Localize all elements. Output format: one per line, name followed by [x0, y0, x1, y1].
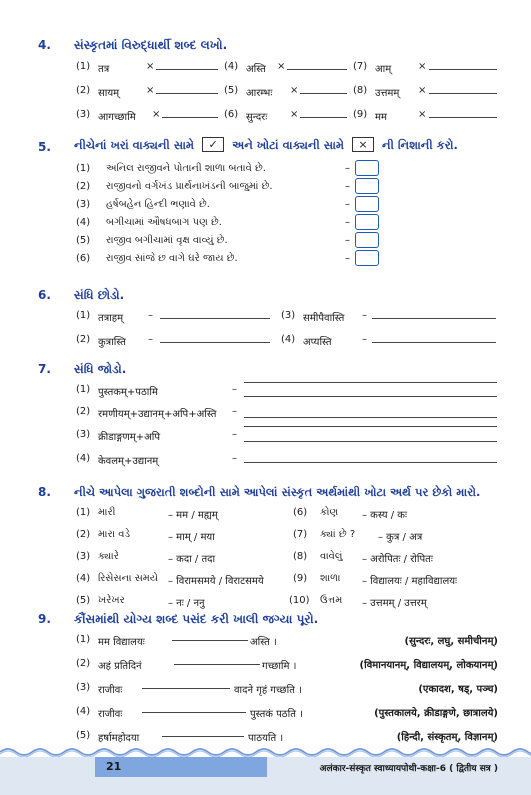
sentence-start: मम विद्यालयः — [98, 637, 145, 648]
question-number: 6. — [38, 288, 51, 302]
answer-line[interactable] — [162, 117, 218, 118]
item-number: (10) — [289, 595, 310, 606]
sanskrit-options[interactable]: – कुत्र / अत्र — [378, 532, 423, 543]
question-number: 5. — [38, 140, 51, 154]
item-number: (2) — [76, 658, 91, 669]
question-title: કૌંસમાંથી યોગ્ય શબ્દ પસંદ કરી ખાલી જગ્યા પૂરો. — [74, 612, 319, 626]
sanskrit-options[interactable]: – मम / मह्यम् — [168, 510, 218, 521]
answer-line[interactable] — [156, 93, 218, 94]
dash: – — [148, 310, 153, 321]
gujarati-word: મારા વડે — [98, 529, 131, 540]
item-number: (2) — [76, 406, 91, 417]
blank-line[interactable] — [174, 664, 260, 665]
statement-number: (2) — [76, 181, 91, 192]
statement-number: (4) — [76, 217, 91, 228]
answer-checkbox[interactable] — [355, 250, 379, 266]
item-word: आरम्भः — [246, 88, 273, 99]
item-number: (2) — [76, 529, 91, 540]
answer-line[interactable] — [287, 69, 347, 70]
sanskrit-options[interactable]: – विद्यालयः / महाविद्यालयः — [362, 576, 458, 587]
answer-checkbox[interactable] — [355, 178, 379, 194]
question-title-part-1: નીચેનાં ખરાં વાક્યની સામે — [74, 138, 195, 152]
item-word: तत्र — [98, 64, 110, 75]
gujarati-word: રિસેસના સમયે — [98, 573, 159, 584]
sentence-start: हर्षामहोदया — [98, 733, 140, 744]
gujarati-word: ખરેખર — [98, 595, 125, 606]
blank-line[interactable] — [172, 640, 248, 641]
gujarati-word: કોણ — [320, 507, 339, 518]
sentence-end: पुस्तकं पठति । — [250, 709, 303, 720]
item-word: केवलम्+उद्यानम् — [98, 456, 159, 467]
item-number: (6) — [224, 109, 239, 120]
answer-checkbox[interactable] — [355, 196, 379, 212]
item-number: (4) — [76, 453, 91, 464]
sentence-start: राजीवः — [98, 709, 123, 720]
answer-line[interactable] — [300, 117, 347, 118]
item-word: उत्तमम् — [375, 88, 400, 99]
dash: – — [232, 429, 237, 440]
answer-line[interactable] — [244, 462, 497, 463]
item-number: (1) — [76, 384, 91, 395]
blank-line[interactable] — [142, 688, 230, 689]
cross-mark: × — [418, 61, 427, 72]
answer-line[interactable] — [300, 93, 347, 94]
answer-line[interactable] — [244, 396, 497, 397]
answer-line[interactable] — [429, 93, 497, 94]
word-options: (पुस्तकालये, क्रीडाङ्गणे, छात्रालये) — [374, 708, 498, 719]
blank-line[interactable] — [142, 712, 246, 713]
item-number: (4) — [76, 573, 91, 584]
statement-text: બગીચામાં ઔષધબાગ પણ છે. — [106, 217, 222, 228]
item-number: (3) — [76, 109, 91, 120]
statement-number: (6) — [76, 253, 91, 264]
item-word: कुत्रास्ति — [98, 337, 126, 348]
item-number: (5) — [76, 730, 91, 741]
item-number: (1) — [76, 61, 91, 72]
cross-mark: × — [290, 109, 299, 120]
item-number: (4) — [224, 61, 239, 72]
dash: – — [148, 334, 153, 345]
item-number: (8) — [293, 551, 308, 562]
question-title: સંધિ જોડો. — [74, 362, 127, 376]
sentence-end: वादने गृहं गच्छति । — [234, 685, 302, 696]
gujarati-word: વાવેલું — [320, 551, 343, 562]
question-number: 9. — [38, 612, 51, 626]
gujarati-word: ક્યાં છે ? — [320, 529, 356, 540]
sentence-end: अस्ति । — [250, 637, 277, 648]
statement-number: (1) — [76, 163, 91, 174]
dash: – — [345, 181, 350, 192]
word-options: (विमानयानम्, विद्यालयम्, लोकयानम्) — [359, 660, 498, 671]
dash: – — [345, 235, 350, 246]
statement-text: રાજીવનો વર્ગખંડ પ્રાર્થનાખંડની બાજુમાં છે. — [106, 181, 273, 192]
statement-text: હર્ષબહેન હિન્દી ભણાવે છે. — [106, 199, 210, 210]
item-number: (3) — [281, 310, 296, 321]
answer-line[interactable] — [244, 417, 497, 418]
cross-mark: × — [418, 109, 427, 120]
dash: – — [232, 453, 237, 464]
statement-number: (3) — [76, 199, 91, 210]
question-title: સંસ્કૃતમાં વિરુદ્ધાર્થી શબ્દ લખો. — [74, 38, 228, 52]
cross-mark: × — [418, 85, 427, 96]
dash: – — [362, 310, 367, 321]
answer-checkbox[interactable] — [355, 232, 379, 248]
item-word: अप्यस्ति — [303, 337, 332, 348]
sentence-start: अहं प्रतिदिनं — [98, 661, 142, 672]
question-title-part-3: ની નિશાની કરો. — [382, 138, 458, 152]
item-number: (9) — [353, 109, 368, 120]
item-number: (3) — [76, 551, 91, 562]
item-number: (4) — [281, 334, 296, 345]
sentence-end: पाठयति । — [248, 733, 284, 744]
item-word: सुन्दरः — [246, 112, 268, 123]
item-number: (4) — [76, 706, 91, 717]
item-word: तत्राहम् — [98, 313, 124, 324]
cross-mark: × — [290, 85, 299, 96]
item-number: (9) — [293, 573, 308, 584]
item-number: (8) — [353, 85, 368, 96]
answer-line[interactable] — [160, 318, 270, 319]
answer-line[interactable] — [244, 382, 497, 383]
answer-checkbox[interactable] — [355, 214, 379, 230]
question-title-part-2: અને ખોટાં વાક્યની સામે — [232, 138, 345, 152]
dash: – — [362, 334, 367, 345]
item-number: (7) — [353, 61, 368, 72]
cross-mark: × — [152, 109, 161, 120]
statement-text: રાજીવ સાંજે છ વાગે ઘરે જાય છે. — [106, 253, 238, 264]
item-word: मम — [375, 112, 387, 123]
statement-number: (5) — [76, 235, 91, 246]
answer-line[interactable] — [429, 117, 497, 118]
answer-line[interactable] — [244, 426, 497, 427]
item-number: (1) — [76, 310, 91, 321]
dash: – — [232, 384, 237, 395]
answer-line[interactable] — [372, 342, 496, 343]
sanskrit-options[interactable]: – कदा / तदा — [168, 554, 216, 565]
item-number: (3) — [76, 682, 91, 693]
sanskrit-options[interactable]: – नः / ननु — [168, 598, 205, 609]
item-word: पुस्तकम्+पठामि — [98, 387, 158, 398]
answer-line[interactable] — [372, 318, 496, 319]
answer-line[interactable] — [429, 69, 497, 70]
sanskrit-options[interactable]: – अरोपितः / रोपितः — [362, 554, 433, 565]
question-number: 8. — [38, 485, 51, 499]
gujarati-word: ઉત્તમ — [320, 595, 343, 606]
item-number: (1) — [76, 634, 91, 645]
dash: – — [345, 217, 350, 228]
blank-line[interactable] — [162, 736, 244, 737]
gujarati-word: શાળા — [320, 573, 341, 584]
answer-line[interactable] — [156, 69, 218, 70]
statement-text: રાજીવ બગીચામાં વૃક્ષ વાવ્યું છે. — [106, 235, 228, 246]
item-number: (2) — [76, 334, 91, 345]
tick-symbol-box: ✓ — [202, 137, 224, 152]
item-number: (2) — [76, 85, 91, 96]
sentence-end: गच्छामि । — [262, 661, 297, 672]
statement-text: અનિલ રાજીવને પોતાની શાળા બતાવે છે. — [106, 163, 266, 174]
item-number: (5) — [76, 595, 91, 606]
sanskrit-options[interactable]: – विरामसमये / विराटसमये — [168, 576, 264, 587]
dash: – — [345, 163, 350, 174]
word-options: (हिन्दी, संस्कृतम्, विज्ञानम्) — [396, 732, 498, 743]
question-title: નીચે આપેલા ગુજરાતી શબ્દોની સામે આપેલાં સંસ્કૃત અર્થમાંથી ખોટા અર્થ પર છેકો મારો. — [74, 485, 481, 499]
word-options: (सुन्दरः, लघु, समीचीनम्) — [404, 636, 498, 647]
item-number: (6) — [293, 507, 308, 518]
dash: – — [345, 199, 350, 210]
item-number: (5) — [224, 85, 239, 96]
item-word: रमणीयम्+उद्यानम्+अपि+अस्ति — [98, 409, 217, 420]
book-title: अलंकार-संस्कृत स्वाध्यायपोथी-कक्षा-6 ( द्वितीय सत्र ) — [319, 764, 498, 774]
dash: – — [345, 253, 350, 264]
item-word: सायम् — [98, 88, 120, 99]
answer-line[interactable] — [244, 441, 497, 442]
question-title: સંધિ છોડો. — [74, 288, 125, 302]
word-options: (एकादश, षड्, पञ्च) — [418, 684, 498, 695]
answer-line[interactable] — [160, 342, 270, 343]
cross-mark: × — [146, 85, 155, 96]
page-number: 21 — [106, 760, 122, 773]
item-word: आम् — [375, 64, 392, 75]
question-title — [74, 138, 458, 153]
cross-mark: × — [277, 61, 286, 72]
item-word: समीपैवास्ति — [303, 313, 345, 324]
item-word: आगच्छामि — [98, 112, 136, 123]
sentence-start: राजीवः — [98, 685, 123, 696]
answer-checkbox[interactable] — [355, 160, 379, 176]
question-number: 4. — [38, 38, 51, 52]
sanskrit-options[interactable]: – माम् / मया — [168, 532, 215, 543]
gujarati-word: મારી — [98, 507, 116, 518]
question-number: 7. — [38, 362, 51, 376]
item-number: (7) — [293, 529, 308, 540]
dash: – — [232, 406, 237, 417]
item-word: अस्ति — [246, 64, 266, 75]
item-word: क्रीडाङ्गणम्+अपि — [98, 432, 161, 443]
item-number: (1) — [76, 507, 91, 518]
item-number: (3) — [76, 429, 91, 440]
cross-mark: × — [146, 61, 155, 72]
gujarati-word: ક્યારે — [98, 551, 119, 562]
cross-symbol-box: × — [352, 137, 374, 152]
sanskrit-options[interactable]: – कस्य / कः — [362, 510, 407, 521]
sanskrit-options[interactable]: – उत्तमम् / उत्तरम् — [362, 598, 427, 609]
